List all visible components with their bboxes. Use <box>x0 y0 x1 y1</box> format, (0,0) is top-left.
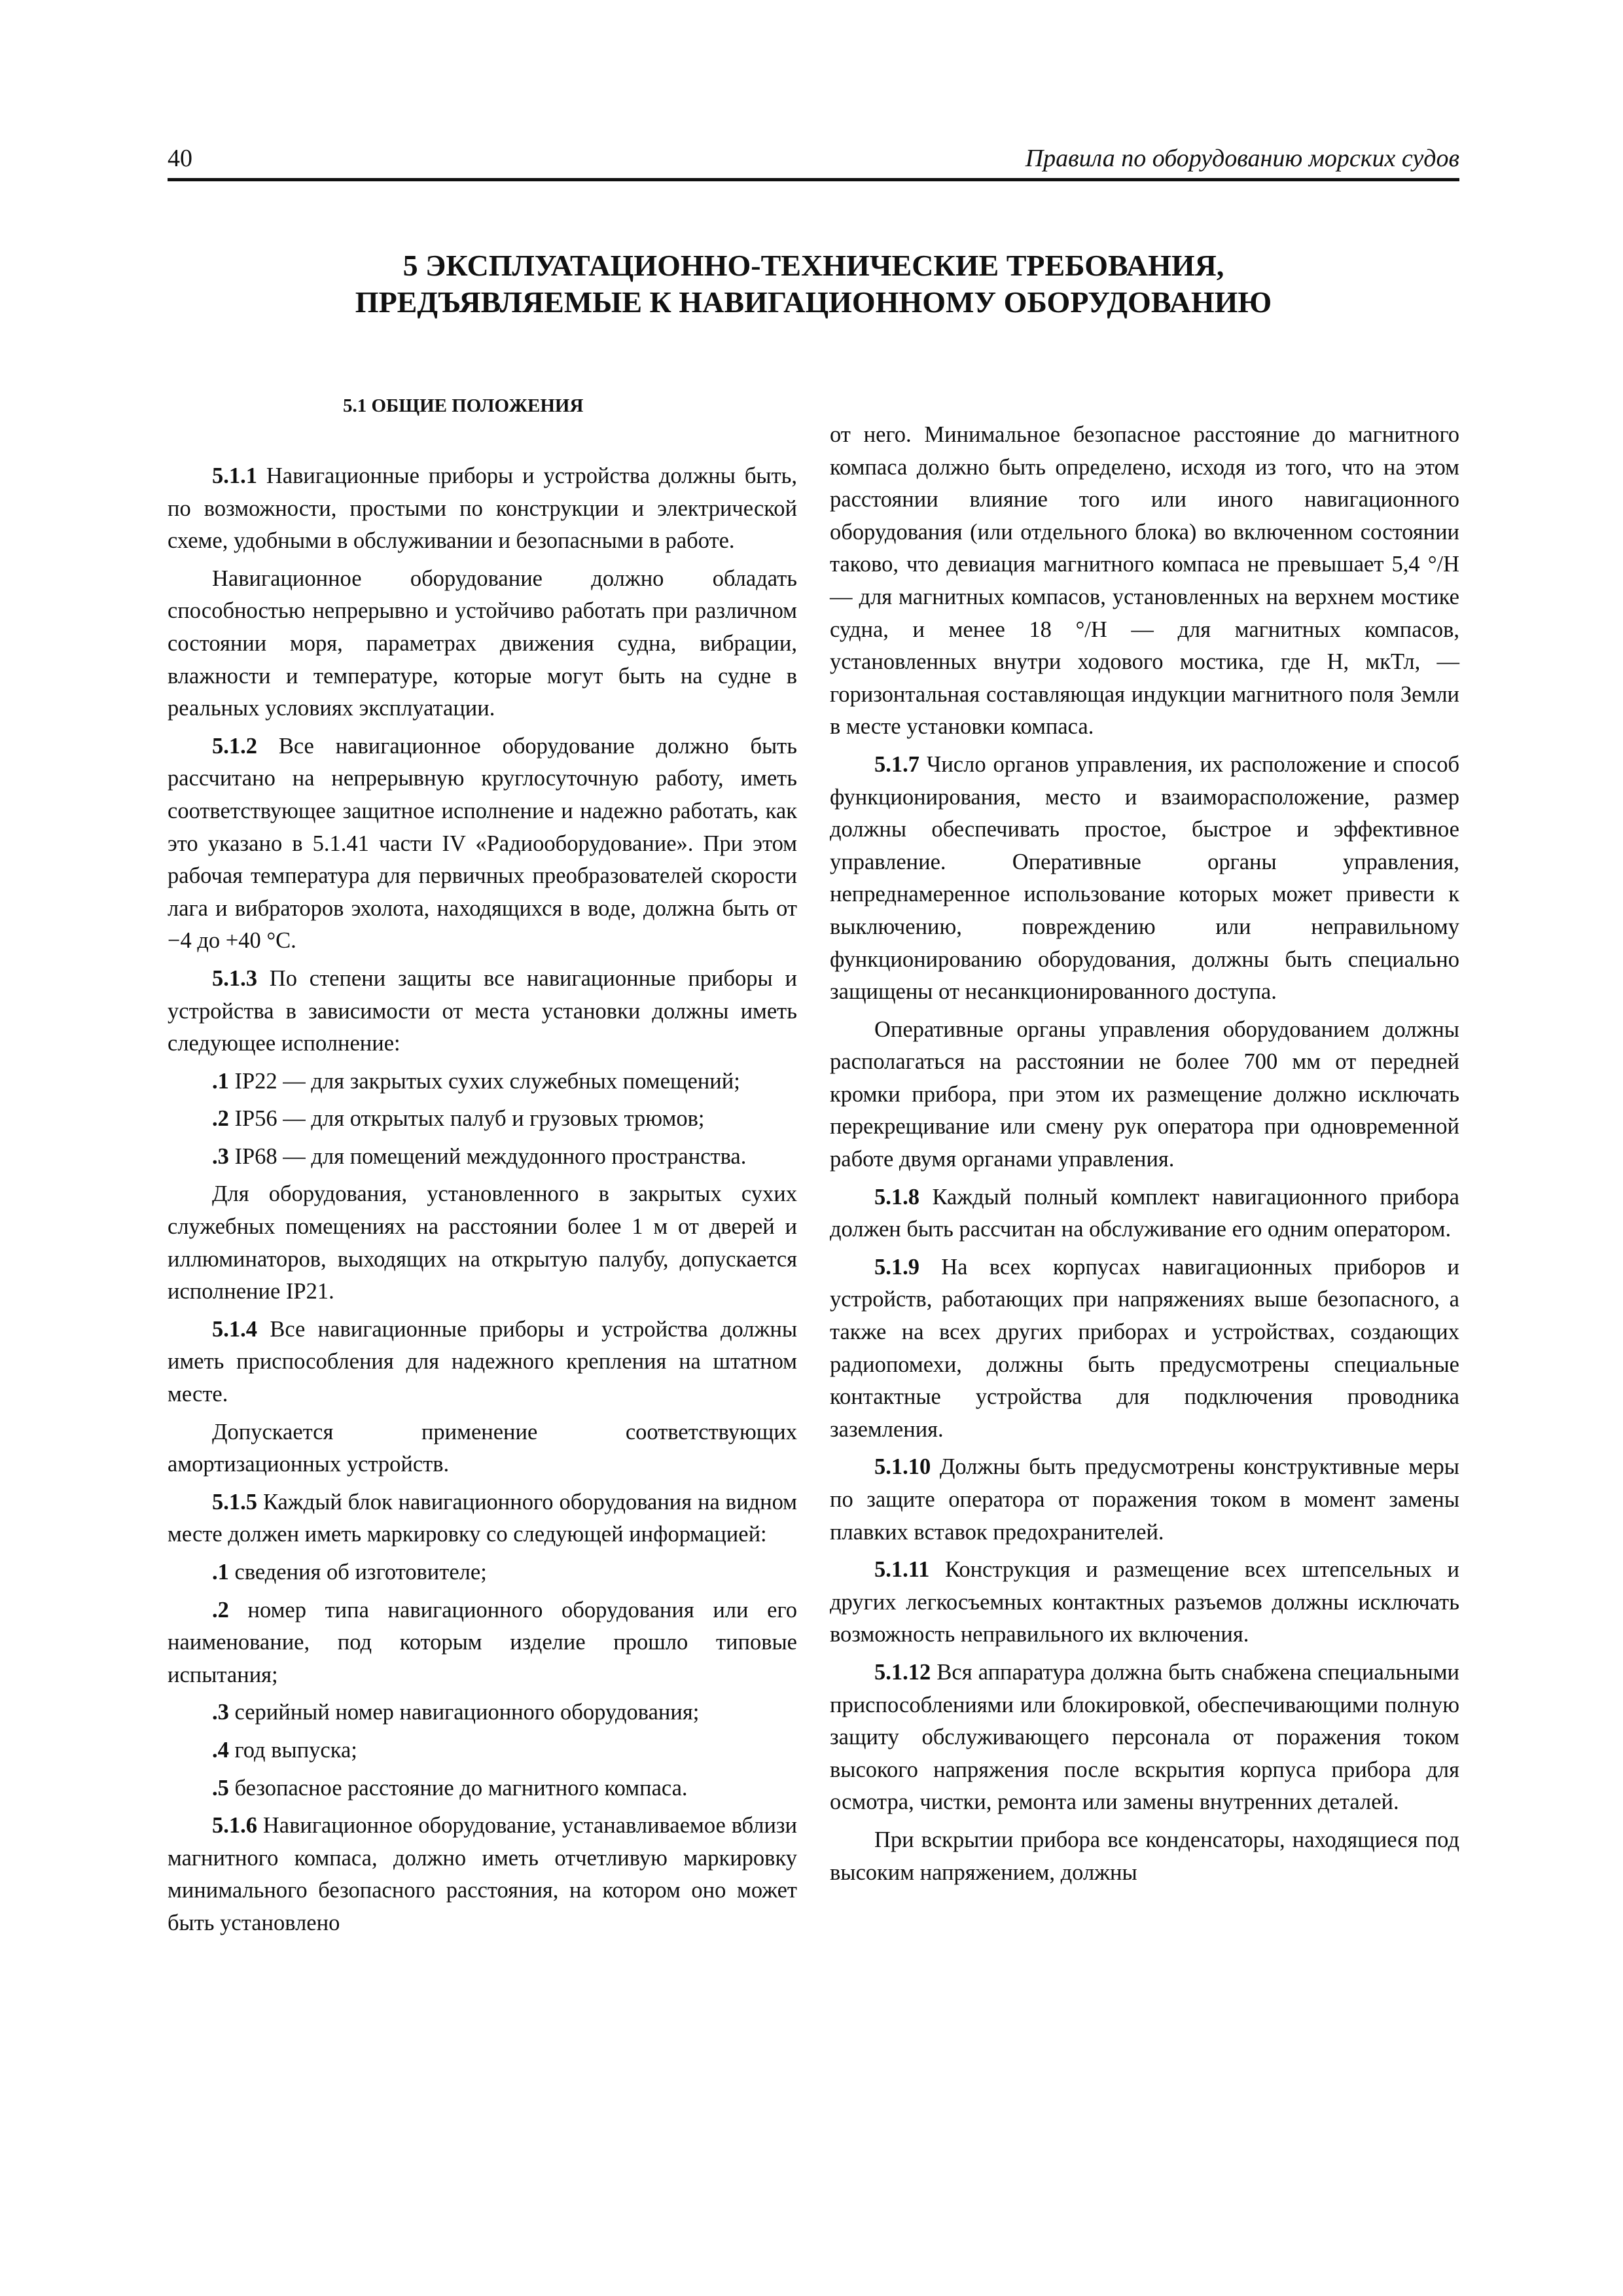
paragraph <box>168 1594 797 1692</box>
clause-number: 5.1.7 <box>874 751 919 777</box>
paragraph-text: IP56 — для открытых палуб и грузовых трюмов; <box>228 1106 705 1132</box>
paragraph-text: год выпуска; <box>228 1737 357 1763</box>
clause-number: 5.1.10 <box>874 1454 931 1480</box>
paragraph <box>830 1554 1459 1651</box>
clause-number: 5.1.1 <box>212 463 257 488</box>
paragraph-text: безопасное расстояние до магнитного компаса. <box>228 1775 688 1801</box>
paragraph <box>830 1181 1459 1246</box>
paragraph <box>168 1810 797 1939</box>
paragraph-text: Навигационные приборы и устройства должны быть, по возможности, простыми по конструкции и электрической схеме, удобными в обслуживании и безопасными в работе. <box>168 463 797 554</box>
paragraph <box>830 1824 1459 1889</box>
clause-number: .5 <box>212 1775 229 1801</box>
paragraph-text: Допускается применение соответствующих амортизационных устройств. <box>168 1419 797 1477</box>
clause-number: 5.1.11 <box>874 1557 930 1583</box>
paragraph-text: Для оборудования, установленного в закрытых сухих служебных помещениях на расстоянии более 1 м от дверей и иллюминаторов, выходящих на открытую палубу, допускается исполнение IP21. <box>168 1181 797 1304</box>
clause-number: 5.1.5 <box>212 1489 257 1515</box>
clause-number: .3 <box>212 1700 229 1725</box>
paragraph-text: На всех корпусах навигационных приборов и устройств, работающих при напряжениях выше безопасного, а также на всех других приборах и устройствах, создающих радиопомехи, должны быть предусмотрены специальные контактные устройства для подключения проводника заземления. <box>830 1254 1459 1442</box>
paragraph <box>830 1014 1459 1176</box>
paragraph <box>168 963 797 1060</box>
paragraph <box>168 460 797 558</box>
clause-number: 5.1.8 <box>874 1184 919 1210</box>
clause-number: .2 <box>212 1106 229 1132</box>
chapter-title-line-2: ПРЕДЪЯВЛЯЕМЫЕ К НАВИГАЦИОННОМУ ОБОРУДОВАНИЮ <box>355 285 1272 319</box>
paragraph <box>168 1178 797 1308</box>
paragraph <box>168 563 797 725</box>
paragraph-text: Все навигационные приборы и устройства должны иметь приспособления для надежного крепления на штатном месте. <box>168 1316 797 1407</box>
paragraph <box>168 1103 797 1136</box>
paragraph-text: Оперативные органы управления оборудованием должны располагаться на расстоянии не более 700 мм от передней кромки прибора, при этом их размещение должно исключать перекрещивание или смену рук оператора при одновременной работе двумя органами управления. <box>830 1016 1459 1172</box>
paragraph-text: от него. Минимальное безопасное расстояние до магнитного компаса должно быть определено, исходя из того, что на этом расстоянии влияние того или иного навигационного оборудования (или отдельного блока) во включенном состоянии таково, что девиация магнитного компаса не превышает 5,4 °/H — для магнитных компасов, установленных на верхнем мостике судна, и менее 18 °/H — для магнитных компасов, установленных внутри ходового мостика, где H, мкТл, — горизонтальная составляющая индукции магнитного поля Земли в месте установки компаса. <box>830 422 1459 740</box>
page-number: 40 <box>168 145 192 172</box>
clause-number: .4 <box>212 1737 229 1763</box>
paragraph <box>830 1451 1459 1549</box>
paragraph <box>168 1734 797 1767</box>
section-heading: 5.1 ОБЩИЕ ПОЛОЖЕНИЯ <box>343 395 584 416</box>
paragraph <box>168 1772 797 1805</box>
clause-number: .1 <box>212 1068 229 1094</box>
paragraph <box>830 1657 1459 1819</box>
paragraph-text: Должны быть предусмотрены конструктивные меры по защите оператора от поражения током в момент замены плавких вставок предохранителей. <box>830 1454 1459 1545</box>
paragraph-text: IP68 — для помещений междудонного пространства. <box>228 1143 747 1169</box>
paragraph-text: Число органов управления, их расположение и способ функционирования, место и взаиморасположение, размер должны обеспечивать простое, быстрое и эффективное управление. Оперативные органы управления, непреднамеренное использование которых может привести к выключению, повреждению или неправильному функционированию оборудования, должны быть специально защищены от несанкционированного доступа. <box>830 751 1459 1005</box>
page-header <box>168 144 1459 181</box>
clause-number: 5.1.2 <box>212 733 257 759</box>
paragraph-text: сведения об изготовителе; <box>228 1560 487 1585</box>
paragraph-text: Навигационное оборудование должно обладать способностью непрерывно и устойчиво работать при различном состоянии моря, параметрах движения судна, вибрации, влажности и температуре, которые могут быть на судне в реальных условиях эксплуатации. <box>168 565 797 721</box>
header-rule <box>168 178 1459 181</box>
paragraph <box>168 1696 797 1729</box>
paragraph <box>830 419 1459 744</box>
clause-number: .1 <box>212 1560 229 1585</box>
paragraph-text: Навигационное оборудование, устанавливаемое вблизи магнитного компаса, должно иметь отчетливую маркировку минимального безопасного расстояния, на котором оно может быть установлено <box>168 1813 797 1935</box>
paragraph-text: По степени защиты все навигационные приборы и устройства в зависимости от места установки должны иметь следующее исполнение: <box>168 965 797 1056</box>
paragraph-text: Вся аппаратура должна быть снабжена специальными приспособлениями или блокировкой, обеспечивающими полную защиту обслуживающего персонала от поражения током высокого напряжения после вскрытия корпуса прибора для осмотра, чистки, ремонта или замены внутренних деталей. <box>830 1659 1459 1815</box>
paragraph-text: IP22 — для закрытых сухих служебных помещений; <box>228 1068 740 1094</box>
paragraph-text: Каждый полный комплект навигационного прибора должен быть рассчитан на обслуживание его одним оператором. <box>830 1184 1459 1242</box>
paragraph-text: Каждый блок навигационного оборудования на видном месте должен иметь маркировку со следующей информацией: <box>168 1489 797 1547</box>
paragraph <box>830 749 1459 1009</box>
paragraph <box>168 1314 797 1411</box>
paragraph <box>168 1416 797 1481</box>
paragraph <box>168 730 797 958</box>
paragraph-text: Все навигационное оборудование должно быть рассчитано на непрерывную круглосуточную работу, иметь соответствующее защитное исполнение и надежно работать, как это указано в 5.1.41 части IV «Радиооборудование». При этом рабочая температура для первичных преобразователей скорости лага и вибраторов эхолота, находящихся в воде, должна быть от −4 до +40 °С. <box>168 733 797 954</box>
chapter-title <box>168 247 1459 321</box>
clause-number: 5.1.3 <box>212 965 257 991</box>
right-column <box>830 419 1459 1894</box>
clause-number: 5.1.4 <box>212 1316 257 1342</box>
clause-number: 5.1.6 <box>212 1813 257 1839</box>
clause-number: .2 <box>212 1597 229 1623</box>
paragraph <box>168 1066 797 1098</box>
paragraph-text: При вскрытии прибора все конденсаторы, находящиеся под высоким напряжением, должны <box>830 1827 1459 1885</box>
paragraph <box>168 1141 797 1174</box>
paragraph-text: Конструкция и размещение всех штепсельных и других легкосъемных контактных разъемов должны исключать возможность неправильного их включения. <box>830 1557 1459 1647</box>
paragraph <box>168 1556 797 1589</box>
clause-number: 5.1.12 <box>874 1659 931 1685</box>
paragraph <box>830 1251 1459 1446</box>
paragraph-text: серийный номер навигационного оборудования; <box>228 1700 700 1725</box>
left-column <box>168 393 797 1945</box>
paragraph-text: номер типа навигационного оборудования или его наименование, под которым изделие прошло типовые испытания; <box>168 1597 797 1687</box>
paragraph <box>168 1486 797 1551</box>
clause-number: .3 <box>212 1143 229 1169</box>
chapter-title-line-1: 5 ЭКСПЛУАТАЦИОННО-ТЕХНИЧЕСКИЕ ТРЕБОВАНИЯ, <box>402 249 1224 282</box>
running-title: Правила по оборудованию морских судов <box>1025 145 1459 172</box>
clause-number: 5.1.9 <box>874 1254 919 1280</box>
